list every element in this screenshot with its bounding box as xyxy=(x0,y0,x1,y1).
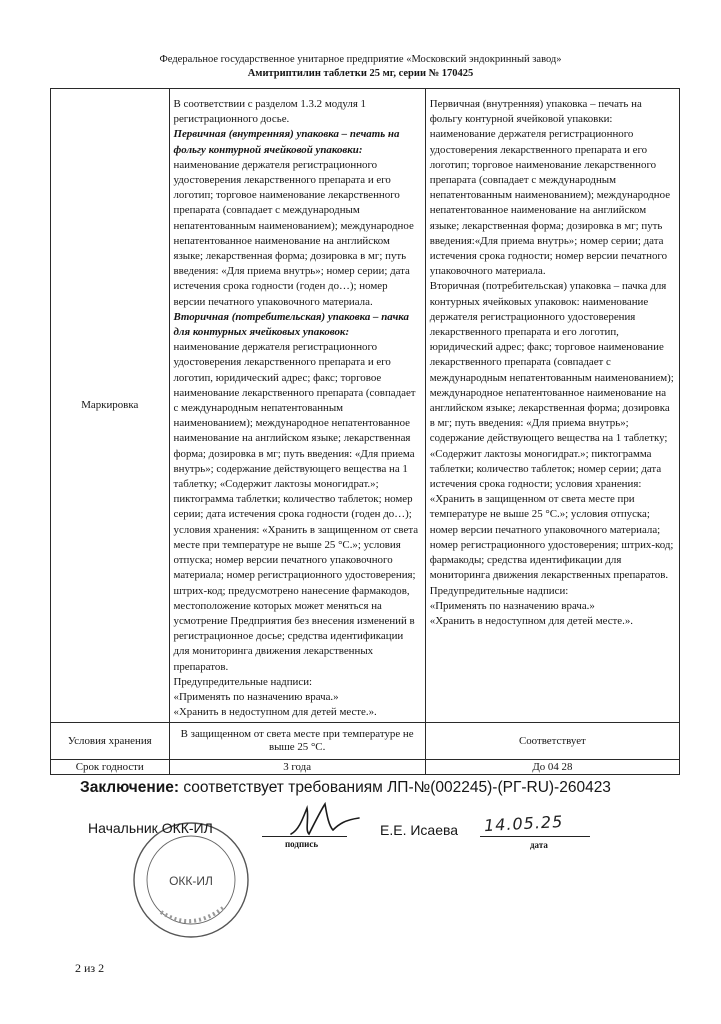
conclusion xyxy=(80,779,611,797)
page-number: 2 из 2 xyxy=(75,961,105,975)
document-header-organization: Федеральное государственное унитарное предприятие «Московский эндокринный завод» xyxy=(159,54,562,65)
handwritten-signature xyxy=(285,800,365,840)
res-warnings-heading: Предупредительные надписи: xyxy=(429,584,569,597)
shelf-life-requirement: 3 года xyxy=(169,760,425,775)
table-row-storage xyxy=(51,723,680,760)
res-warning-1: «Применять по назначению врача.» xyxy=(429,599,595,612)
req-intro: В соответствии с разделом 1.3.2 модуля 1 регистрационного досье. xyxy=(173,98,366,126)
spec-table xyxy=(50,88,680,775)
marking-requirement xyxy=(169,89,425,723)
req-primary-heading: Первичная (внутренняя) упаковка – печать на фольгу контурной ячейковой упаковки: xyxy=(173,128,400,156)
req-primary-text: наименование держателя регистрационного удостоверения лекарственного препарата и его логотип; торговое наименование лекарственного препарата (совпадает с международным непатентованным наименованием); международное непатентованное наименование на английском языке; лекарственная форма; дозировка в мг; путь введения: «Для приема внутрь»; номер серии; дата истечения срока годности (годен до…); номер версии печатного упаковочного материала. xyxy=(173,158,414,308)
date-line xyxy=(480,836,590,837)
table-row-marking xyxy=(51,89,680,723)
signature-caption: подпись xyxy=(285,839,319,849)
signatory-title: Начальник ОКК-ИЛ xyxy=(88,820,213,836)
res-secondary-text: Вторичная (потребительская) упаковка – пачка для контурных ячейковых упаковок: наименование держателя регистрационного удостоверения лекарственного препарата и его логотип, юридический адрес; факс; торговое наименование лекарственного препарата (совпадает с международным непатентованным наименованием); международное непатентованное наименование на английском языке; лекарственная форма; дозировка в мг; путь введения: «Для приема внутрь»; содержание действующего вещества на 1 таблетку; «Содержит лактозы моногидрат.»; пиктограмма таблетки; количество таблеток; номер серии; дата истечения срока годности; условия хранения: «Хранить в защищенном от света месте при температуре не выше 25 °С.»; условия отпуска; номер версии печатного упаковочного материала; номер регистрационного удостоверения; штрих-код; фармакоды; средства идентификации для мониторинга движения лекарственных препаратов. xyxy=(429,280,674,582)
marking-result xyxy=(425,89,679,723)
shelf-life-label: Срок годности xyxy=(51,760,170,775)
signatory-name: Е.Е. Исаева xyxy=(380,822,459,838)
res-primary-text: Первичная (внутренняя) упаковка – печать на фольгу контурной ячейковой упаковки: наименование держателя регистрационного удостоверения лекарственного препарата и его логотип; торговое наименование лекарственного препарата (совпадает с международным непатентованным наименованием); международное непатентованное наименование на английском языке; лекарственная форма; дозировка в мг; путь введения:«Для приема внутрь»; номер серии; дата истечения срока годности; номер версии печатного упаковочного материала. xyxy=(429,98,671,278)
storage-result: Соответствует xyxy=(425,723,679,760)
req-secondary-text: наименование держателя регистрационного удостоверения лекарственного препарата и его логотип, юридический адрес; факс; торговое наименование лекарственного препарата (совпадает с международным непатентованным наименованием); международное непатентованное наименование на английском языке; лекарственная форма; дозировка в мг; путь введения: «Для приема внутрь»; содержание действующего вещества на 1 таблетку; «Содержит лактозы моногидрат.»; пиктограмма таблетки; количество таблеток; номер серии; дата истечения срока годности (годен до…); условия хранения: «Хранить в защищенном от света месте при температуре не выше 25 °С.»; условия отпуска; номер версии печатного упаковочного материала; номер регистрационного удостоверения; штрих-код; предусмотрено нанесение фармакодов, местоположение которых может меняться на усмотрение Предприятия без внесения изменений в регистрационное досье; средства идентификации для мониторинга движения лекарственных препаратов. xyxy=(173,341,419,673)
okk-il-stamp xyxy=(131,820,251,940)
conclusion-text: соответствует требованиям ЛП-№(002245)-(РГ-RU)-260423 xyxy=(179,779,611,796)
req-warning-2: «Хранить в недоступном для детей месте.». xyxy=(173,706,377,719)
req-secondary-heading: Вторичная (потребительская) упаковка – пачка для контурных ячейковых упаковок: xyxy=(173,310,409,339)
document-header-product: Амитриптилин таблетки 25 мг, серии № 170425 xyxy=(247,68,474,79)
req-warning-1: «Применять по назначению врача.» xyxy=(173,690,339,703)
handwritten-date: 14.05.25 xyxy=(483,811,564,836)
res-warning-2: «Хранить в недоступном для детей месте.». xyxy=(429,614,634,627)
marking-label: Маркировка xyxy=(51,89,170,723)
storage-label: Условия хранения xyxy=(51,723,170,760)
table-row-shelf-life xyxy=(51,760,680,775)
storage-requirement: В защищенном от света месте при температуре не выше 25 °С. xyxy=(169,723,425,760)
date-caption: дата xyxy=(530,840,548,850)
shelf-life-result: До 04 28 xyxy=(425,760,679,775)
signature-line xyxy=(262,836,347,837)
stamp-text: ОКК-ИЛ xyxy=(169,874,213,888)
req-warnings-heading: Предупредительные надписи: xyxy=(173,675,313,688)
conclusion-prefix: Заключение: xyxy=(80,779,180,796)
